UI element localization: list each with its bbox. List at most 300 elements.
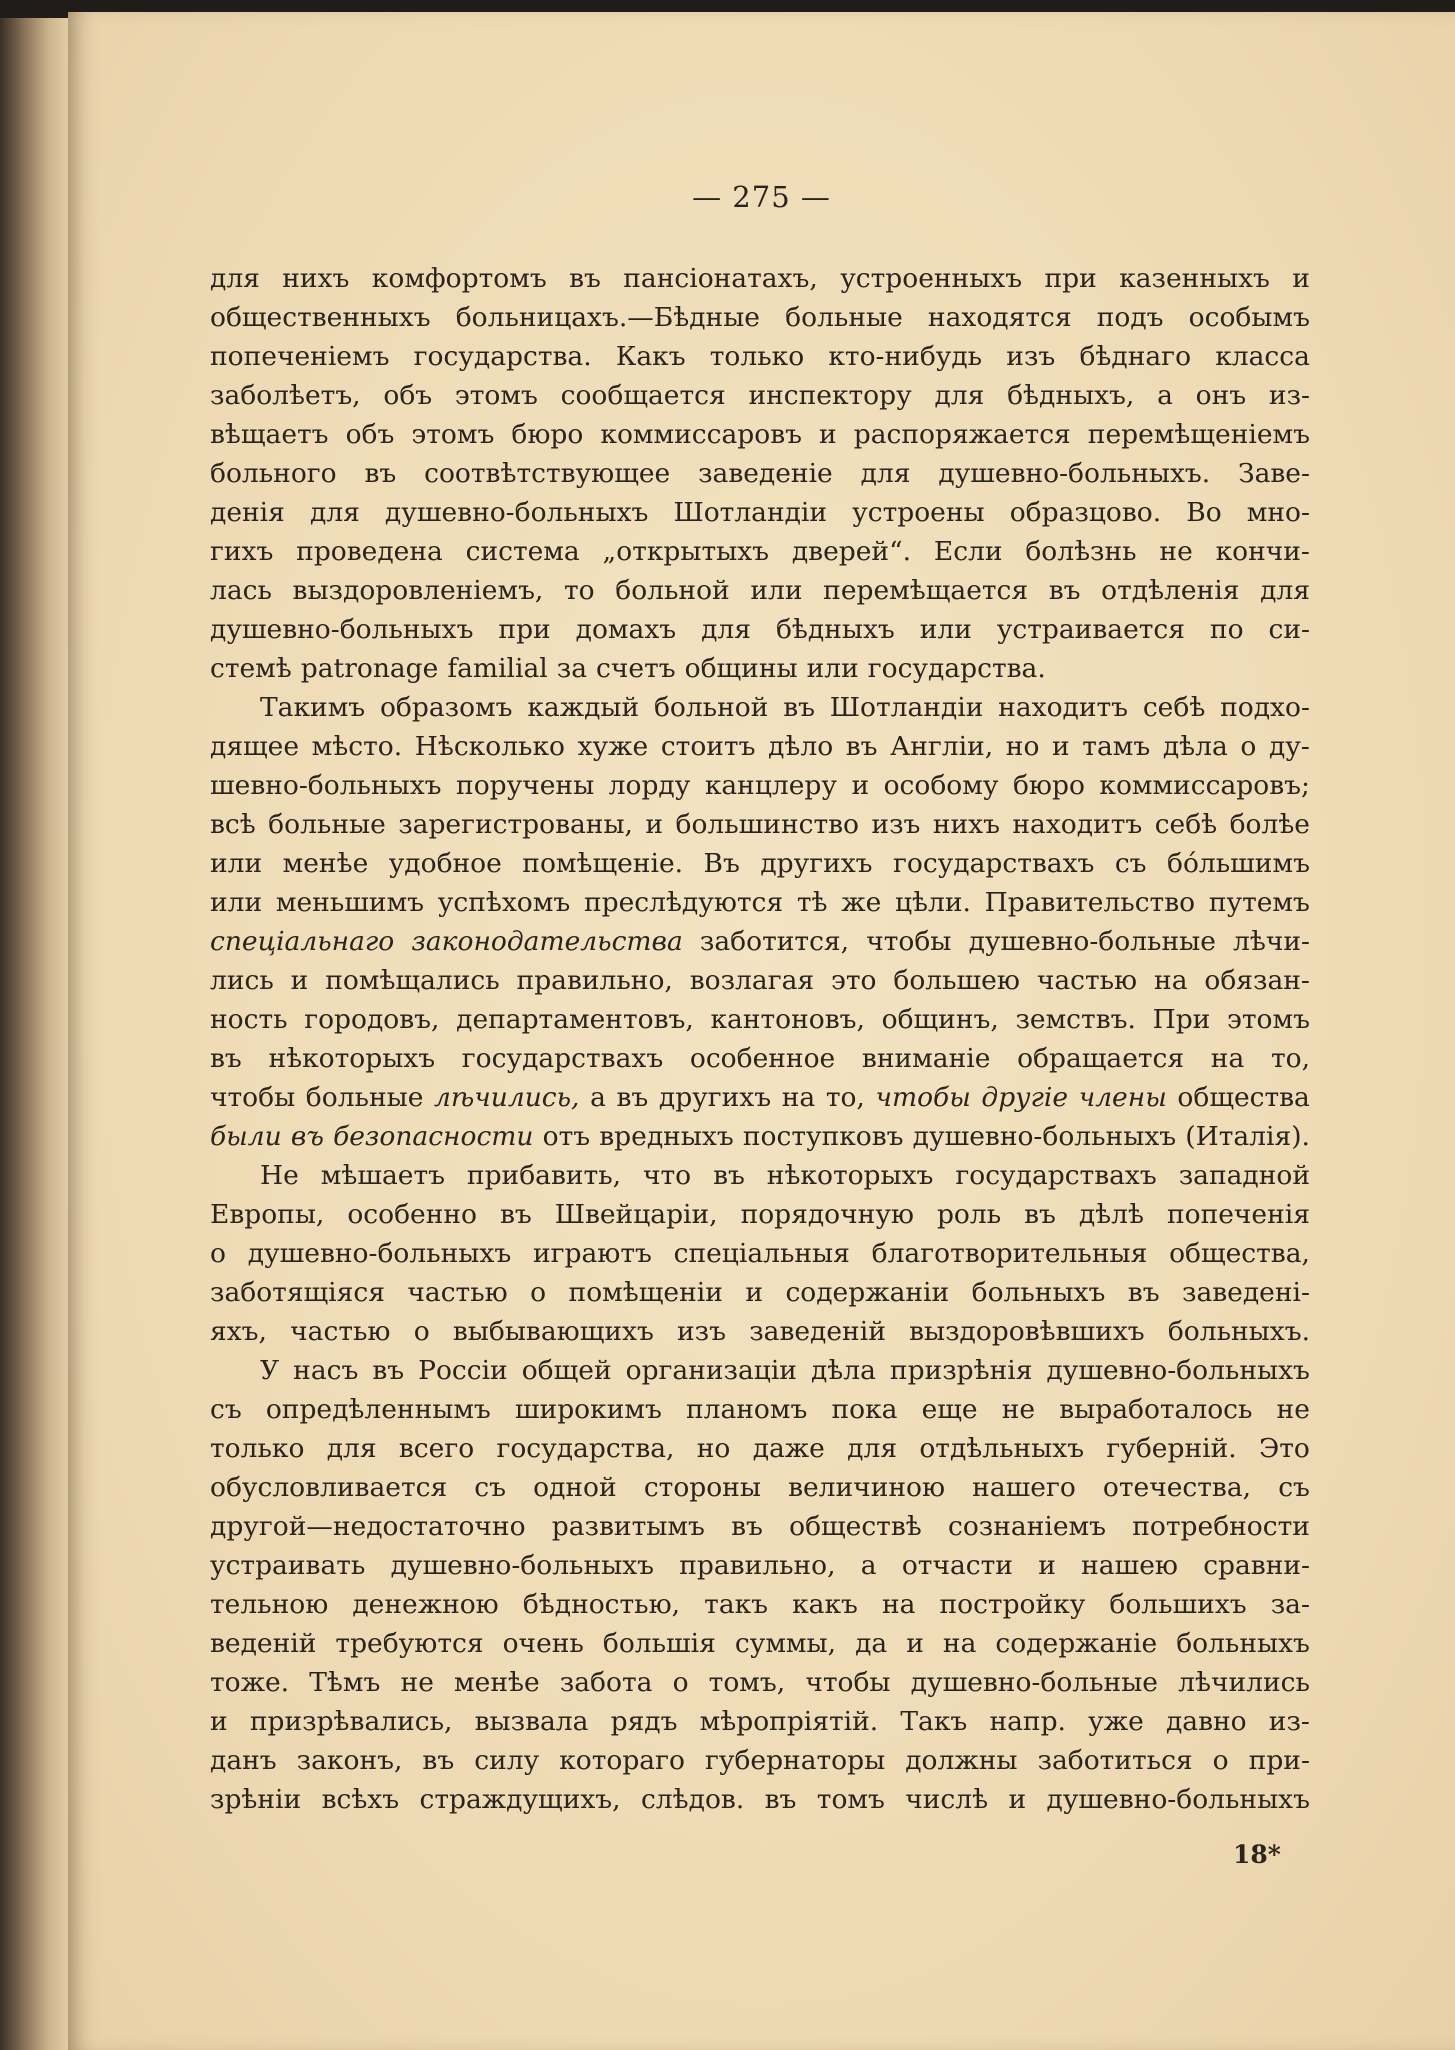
word: тамъ — [1082, 731, 1151, 762]
word: вызвала — [474, 1706, 589, 1737]
text-line — [210, 1624, 1310, 1663]
book-page — [68, 12, 1455, 2050]
word: Англіи, — [890, 731, 994, 762]
word: отъ — [542, 1121, 591, 1152]
word: требуются — [335, 1628, 484, 1659]
word: находитъ — [998, 692, 1129, 723]
word: что — [642, 1160, 692, 1191]
word: домахъ — [575, 614, 677, 645]
text-line — [210, 1702, 1310, 1741]
text-line — [210, 1663, 1310, 1702]
word: томъ — [816, 1784, 885, 1815]
word: прибавить, — [466, 1160, 622, 1191]
word: возлагая — [689, 965, 815, 996]
signature-mark: 18* — [1233, 1840, 1281, 1869]
word: преслѣдуются — [583, 887, 784, 918]
word: или — [210, 887, 263, 918]
word: вниманіе — [861, 1043, 991, 1074]
word: коммиссаровъ; — [1099, 770, 1310, 801]
word: подъ — [1096, 302, 1164, 333]
word: лѣчи- — [1233, 926, 1310, 957]
word: коммиссаровъ — [600, 419, 802, 450]
word: то — [564, 575, 595, 606]
word: путемъ — [1208, 887, 1310, 918]
word: въ — [499, 1199, 532, 1230]
word: члены — [1078, 1082, 1167, 1113]
word: и — [1038, 1550, 1056, 1581]
word: себѣ — [1154, 809, 1218, 840]
word: При — [1152, 1004, 1211, 1035]
word: кто-нибудь — [828, 341, 983, 372]
word: всего — [398, 1433, 475, 1464]
word: для — [701, 614, 751, 645]
word: общественныхъ — [210, 302, 431, 333]
text-line — [210, 727, 1310, 766]
word: больныхъ — [971, 1277, 1106, 1308]
text-line — [210, 1468, 1310, 1507]
word: съ — [210, 1394, 242, 1425]
text-line — [210, 1546, 1310, 1585]
word: спеціальныя — [673, 1238, 850, 1269]
word: Это — [1258, 1433, 1310, 1464]
word: постройку — [939, 1589, 1086, 1620]
word: изъ — [677, 1316, 726, 1347]
word: содержаніе — [995, 1628, 1158, 1659]
word: поручены — [456, 770, 595, 801]
word: проведена — [296, 536, 443, 567]
text-line — [210, 1039, 1310, 1078]
word: и — [819, 419, 837, 450]
word: нѣкоторыхъ — [766, 1160, 934, 1191]
word: въ — [422, 1745, 455, 1776]
word: и — [1292, 263, 1310, 294]
word: „открытыхъ — [602, 536, 770, 567]
word: дѣла — [1162, 731, 1228, 762]
word: бюро — [511, 419, 584, 450]
word: государствахъ — [461, 1043, 664, 1074]
word: но — [696, 1433, 731, 1464]
word: для — [934, 380, 985, 411]
text-line — [210, 1078, 1310, 1117]
word: шевно-больныхъ — [210, 770, 442, 801]
text-line — [210, 376, 1310, 415]
word: для — [1260, 575, 1310, 606]
word: нихъ — [932, 809, 1000, 840]
word: из- — [1268, 380, 1310, 411]
text-line — [210, 532, 1310, 571]
word: Если — [933, 536, 1003, 567]
word: вредныхъ — [599, 1121, 734, 1152]
word: на — [781, 1082, 816, 1113]
word: законодательства — [411, 926, 683, 957]
word: образцово. — [1009, 497, 1162, 528]
word: помѣщались — [325, 965, 500, 996]
word: большія — [602, 1628, 716, 1659]
word: кантоновъ, — [710, 1004, 865, 1035]
word: Во — [1186, 497, 1222, 528]
word: губернаторы — [704, 1745, 886, 1776]
word: забота — [559, 1667, 653, 1698]
word: себѣ — [1142, 692, 1206, 723]
word: этомъ — [1227, 1004, 1310, 1035]
word: только — [210, 1433, 305, 1464]
word: бюро — [1012, 770, 1085, 801]
word: бѣдныхъ — [775, 614, 895, 645]
word: общины — [684, 653, 798, 684]
word: и — [210, 1706, 228, 1737]
word: то, — [825, 1082, 865, 1113]
word: для — [326, 1433, 377, 1464]
word: счетъ — [596, 653, 676, 684]
word: силу — [474, 1745, 540, 1776]
word: хуже — [577, 731, 649, 762]
word: больныхъ. — [1167, 1316, 1310, 1347]
word: на — [942, 1628, 977, 1659]
word: Въ — [703, 848, 740, 879]
word: же — [841, 887, 882, 918]
word: благотворительныя — [871, 1238, 1148, 1269]
word: и — [851, 770, 870, 801]
word: и — [645, 809, 664, 840]
word: призрѣнія — [889, 1355, 1033, 1386]
word: или — [806, 653, 859, 684]
word: веденій — [210, 1628, 317, 1659]
word: Россіи — [418, 1355, 508, 1386]
word: болѣзнь — [1025, 536, 1137, 567]
word: нѣкоторыхъ — [268, 1043, 436, 1074]
word: да — [855, 1628, 888, 1659]
word: успѣхомъ — [437, 887, 571, 918]
word: инспектору — [748, 380, 912, 411]
word: въ — [845, 731, 878, 762]
word: въ — [290, 1121, 324, 1152]
word: Не — [260, 1160, 299, 1191]
word: душевно-больныхъ — [384, 497, 649, 528]
word: бóльшимъ — [1167, 848, 1310, 879]
word: о — [530, 1277, 547, 1308]
word: а — [1157, 380, 1173, 411]
word: особому — [883, 770, 999, 801]
word: для — [860, 458, 911, 489]
word: из- — [1268, 1706, 1310, 1737]
word: цѣли. — [894, 887, 971, 918]
word: яхъ, — [210, 1316, 267, 1347]
word: сообщается — [560, 380, 726, 411]
word: выработалось — [1059, 1394, 1253, 1425]
text-line — [210, 454, 1310, 493]
word: образомъ — [379, 692, 513, 723]
word: Нѣсколько — [414, 731, 565, 762]
text-line — [210, 1000, 1310, 1039]
word: мѣсто. — [311, 731, 403, 762]
word: спеціальнаго — [210, 926, 395, 957]
word: всѣхъ — [321, 1784, 400, 1815]
word: бѣдныхъ, — [1007, 380, 1135, 411]
word: о — [1240, 731, 1257, 762]
word: Шотландіи — [673, 497, 828, 528]
word: больной — [615, 575, 730, 606]
word: patronage — [300, 653, 439, 684]
word: бѣднаго — [1079, 341, 1192, 372]
word: казенныхъ — [1119, 263, 1270, 294]
word: общества — [1177, 1082, 1310, 1113]
word: кончи- — [1215, 536, 1310, 567]
word: для — [210, 263, 260, 294]
word: подхо- — [1220, 692, 1310, 723]
word: удобное — [388, 848, 502, 879]
word: такъ — [704, 1589, 769, 1620]
text-line — [210, 1117, 1310, 1156]
word: особымъ — [1188, 302, 1310, 333]
word: душевно-больныхъ — [1046, 1355, 1310, 1386]
word: какъ — [792, 1589, 858, 1620]
word: дѣло — [768, 731, 834, 762]
word: ность — [210, 1004, 288, 1035]
word: пансіонатахъ, — [623, 263, 818, 294]
word: съ — [474, 1472, 506, 1503]
word: лорду — [608, 770, 691, 801]
word: при — [498, 614, 551, 645]
text-line — [210, 1585, 1310, 1624]
word: и — [906, 1628, 924, 1659]
word: больные — [268, 809, 386, 840]
text-line — [210, 1429, 1310, 1468]
word: денежною — [352, 1589, 499, 1620]
word: Такъ — [900, 1706, 968, 1737]
word: городовъ, — [304, 1004, 440, 1035]
word: стороны — [643, 1472, 761, 1503]
word: для — [309, 497, 360, 528]
word: съ — [1114, 848, 1147, 879]
word: душевно-больныхъ — [912, 1121, 1177, 1152]
word: губерній. — [1106, 1433, 1237, 1464]
word: въ — [210, 1043, 242, 1074]
word: объ — [383, 380, 433, 411]
word: помѣщеніе. — [522, 848, 684, 879]
word: поступковъ — [742, 1121, 904, 1152]
word: си- — [1268, 614, 1310, 645]
word: сравни- — [1203, 1550, 1310, 1581]
word: отчасти — [901, 1550, 1013, 1581]
word: другихъ — [658, 1082, 772, 1113]
word: система — [465, 536, 580, 567]
word: большею — [893, 965, 1020, 996]
text-line — [210, 1234, 1310, 1273]
word: Какъ — [615, 341, 686, 372]
word: чтобы — [805, 1667, 891, 1698]
word: земствъ. — [1015, 1004, 1136, 1035]
word: попеченія — [1166, 1199, 1310, 1230]
word: общинъ, — [881, 1004, 999, 1035]
word: даже — [752, 1433, 825, 1464]
word: опредѣленнымъ — [265, 1394, 491, 1425]
word: устроенныхъ — [840, 263, 1023, 294]
word: и — [745, 1277, 763, 1308]
word: больного — [210, 458, 337, 489]
word: томъ, — [708, 1667, 786, 1698]
word: комфортомъ — [371, 263, 547, 294]
word: безопасности — [333, 1121, 534, 1152]
word: этомъ — [454, 380, 538, 411]
word: заботиться — [1037, 1745, 1193, 1776]
word: потребности — [1132, 1511, 1310, 1542]
word: находитъ — [1012, 809, 1143, 840]
word: болѣе — [1229, 809, 1310, 840]
word: или — [750, 575, 803, 606]
text-line — [210, 1741, 1310, 1780]
word: familial — [447, 653, 548, 684]
word: перемѣщеніемъ — [1087, 419, 1310, 450]
text-line — [210, 805, 1310, 844]
word: одной — [533, 1472, 617, 1503]
word: въ — [1024, 1199, 1056, 1230]
word: лись — [210, 965, 274, 996]
text-line — [210, 1780, 1310, 1819]
word: о — [672, 1667, 689, 1698]
word: больные — [305, 1082, 424, 1113]
word: законъ, — [296, 1745, 403, 1776]
word: лѣчились — [1178, 1667, 1310, 1698]
word: душевно-больныхъ. — [938, 458, 1211, 489]
word: помѣщеніи — [568, 1277, 723, 1308]
word: Правительство — [984, 887, 1196, 918]
word: не — [1001, 1394, 1036, 1425]
word: чтобы — [866, 926, 952, 957]
word: играютъ — [532, 1238, 652, 1269]
word: только — [709, 341, 805, 372]
word: въ — [1048, 575, 1081, 606]
word: душевно-больныхъ — [1046, 1784, 1310, 1815]
word: о — [413, 1316, 430, 1347]
word: дящее — [210, 731, 300, 762]
word: суммы, — [734, 1628, 837, 1659]
word: сознаніемъ — [948, 1511, 1107, 1542]
text-line — [210, 259, 1310, 298]
word: не — [1159, 536, 1193, 567]
word: обращается — [1017, 1043, 1185, 1074]
word: объ — [345, 419, 395, 450]
text-line — [210, 844, 1310, 883]
word: правильно, — [516, 965, 673, 996]
word: У — [260, 1355, 280, 1386]
word: соотвѣтствующее — [424, 458, 671, 489]
word: слѣдов. — [640, 1784, 745, 1815]
word: и — [1052, 731, 1070, 762]
word: душевно-больныхъ — [247, 1238, 512, 1269]
word: развитымъ — [551, 1511, 705, 1542]
word: Шотландіи — [829, 692, 984, 723]
word: всѣ — [210, 809, 256, 840]
word: за — [556, 653, 588, 684]
word: широкимъ — [514, 1394, 662, 1425]
word: отдѣльныхъ — [919, 1433, 1085, 1464]
word: въ — [569, 263, 601, 294]
word: при- — [1248, 1745, 1310, 1776]
word: дверей“. — [791, 536, 912, 567]
word: насъ — [293, 1355, 359, 1386]
word: или — [210, 848, 263, 879]
word: организаціи — [625, 1355, 797, 1386]
word: Заве- — [1238, 458, 1310, 489]
word: въ — [713, 1160, 745, 1191]
word: душевно-больныхъ — [210, 614, 474, 645]
word: планомъ — [685, 1394, 808, 1425]
page-number: — 275 — — [692, 180, 831, 214]
word: нашею — [1081, 1550, 1178, 1581]
word: за- — [1270, 1589, 1310, 1620]
word: рядъ — [610, 1706, 678, 1737]
text-line — [210, 571, 1310, 610]
word: заботящіяся — [210, 1277, 385, 1308]
word: перемѣщается — [823, 575, 1029, 606]
word: распоряжается — [853, 419, 1071, 450]
text-line — [210, 1351, 1310, 1390]
word: и — [1008, 1784, 1027, 1815]
word: выздоровленіемъ, — [292, 575, 544, 606]
word: меньшимъ — [275, 887, 425, 918]
word: западной — [1178, 1160, 1310, 1191]
word: частью — [1036, 965, 1138, 996]
word: напр. — [989, 1706, 1066, 1737]
word: большихъ — [1109, 1589, 1247, 1620]
word: а — [590, 1082, 606, 1113]
word: зрѣніи — [210, 1784, 302, 1815]
word: дѣла — [810, 1355, 876, 1386]
word: чтобы — [210, 1082, 296, 1113]
word: еще — [921, 1394, 978, 1425]
word: въ — [783, 692, 815, 723]
word: менѣе — [282, 848, 369, 879]
word: больные — [785, 302, 903, 333]
word: онъ — [1195, 380, 1247, 411]
word: по — [1209, 614, 1244, 645]
word: другіе — [981, 1082, 1069, 1113]
word: душевно-больныхъ — [390, 1550, 655, 1581]
word: мно- — [1246, 497, 1310, 528]
word: или — [919, 614, 972, 645]
word: лѣчились, — [434, 1082, 580, 1113]
word: при — [1044, 263, 1097, 294]
text-line — [210, 649, 1310, 688]
word: о — [1212, 1745, 1229, 1776]
word: и — [290, 965, 309, 996]
text-line — [210, 610, 1310, 649]
word: больныхъ — [1176, 1628, 1310, 1659]
word: мѣропріятій. — [699, 1706, 879, 1737]
word: въ — [1127, 1277, 1160, 1308]
text-line — [210, 1390, 1310, 1429]
word: въ — [372, 1355, 405, 1386]
word: тоже. — [210, 1667, 290, 1698]
word: попеченіемъ — [210, 341, 390, 372]
word: другихъ — [760, 848, 873, 879]
word: государствахъ — [893, 848, 1095, 879]
word: порядочную — [740, 1199, 914, 1230]
word: государства, — [496, 1433, 675, 1464]
text-line — [210, 961, 1310, 1000]
text-line — [210, 766, 1310, 805]
word: на — [1210, 1043, 1245, 1074]
word: мѣшаетъ — [320, 1160, 445, 1191]
text-line — [210, 883, 1310, 922]
word: больной — [653, 692, 769, 723]
word: душевно-больные — [910, 1667, 1158, 1698]
word: были — [210, 1121, 282, 1152]
word: это — [831, 965, 877, 996]
word: данъ — [210, 1745, 277, 1776]
word: зарегистрованы, — [398, 809, 633, 840]
text-line — [210, 688, 1310, 727]
